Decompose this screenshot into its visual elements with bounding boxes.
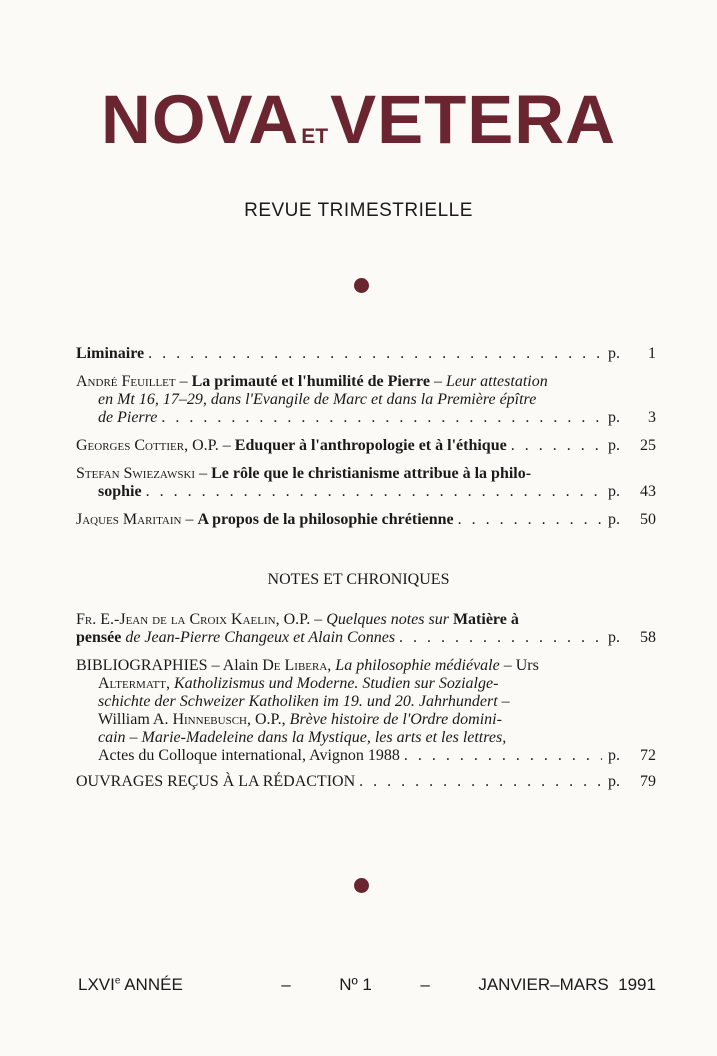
dot-leader	[404, 747, 602, 765]
toc-title: Le rôle que le christianisme attribue à la philo-	[211, 465, 532, 482]
subtitle: REVUE TRIMESTRIELLE	[244, 200, 473, 221]
toc-author: Jaques Maritain	[76, 511, 182, 528]
issue-date: JANVIER–MARS 1991	[478, 975, 656, 994]
toc-author: Georges Cottier, O.P.	[76, 437, 219, 454]
page-number: 1	[648, 345, 656, 362]
page-prefix: p.	[608, 345, 620, 362]
notes-contents	[76, 611, 656, 791]
page-number: 79	[640, 773, 656, 790]
dot-leader	[148, 345, 602, 363]
toc-entry-feuillet: André Feuillet – La primauté et l'humilité de Pierre – Leur attestation en Mt 16, 17–29, dans l'Evangile de Marc et dans la Première épître de Pierre . . . p. 3	[76, 373, 656, 427]
toc-entry-kaelin: Fr. E.-Jean de la Croix Kaelin, O.P. – Quelques notes sur Matière à pensée de Jean-Pierre Changeux et Alain Connes . . . p. 58	[76, 611, 656, 647]
bullet-ornament-bottom	[354, 878, 369, 893]
dot-leader	[511, 437, 602, 455]
page-number: 72	[640, 747, 656, 764]
toc-author: André Feuillet	[76, 373, 176, 390]
page-number: 3	[648, 409, 656, 426]
toc-entry-bibliographies: BIBLIOGRAPHIES – Alain De Libera, La philosophie médiévale – Urs Altermatt, Katholizismus und Moderne. Studien sur Sozialge- schichte der Schweizer Katholiken im 19. und 20. Jahrhundert – William A. Hinnebusch, O.P., Brève histoire de l'Ordre domini- cain – Marie-Madeleine dans la Mystique, les arts et les lettres, Actes du Colloque international, Avignon 1988 . . . p. 72	[76, 657, 656, 765]
toc-entry-maritain: Jaques Maritain – A propos de la philosophie chrétienne . . . p. 50	[76, 511, 656, 529]
dot-leader	[161, 409, 602, 427]
issue-number: Nº 1	[339, 975, 372, 994]
page-prefix: p.	[608, 483, 620, 500]
page-prefix: p.	[608, 747, 620, 764]
toc-title: Matière à	[452, 611, 519, 628]
toc-title: Eduquer à l'anthropologie et à l'éthique	[234, 437, 507, 454]
toc-entry-swiezawski: Stefan Swiezawski – Le rôle que le christianisme attribue à la philo- sophie . . . p. 43	[76, 465, 656, 501]
toc-title: La primauté et l'humilité de Pierre	[191, 373, 430, 390]
toc-author: Fr. E.-Jean de la Croix Kaelin, O.P.	[76, 611, 311, 628]
page-number: 43	[640, 483, 656, 500]
notes-heading: NOTES ET CHRONIQUES	[267, 571, 450, 588]
volume-year: LXVIe ANNÉE	[78, 975, 183, 994]
masthead-vetera: VETERA	[330, 81, 616, 158]
dot-leader	[146, 483, 602, 501]
toc-author: Stefan Swiezawski	[76, 465, 196, 482]
dot-leader	[458, 511, 602, 529]
toc-title: Liminaire	[76, 345, 145, 362]
bullet-ornament-top	[354, 278, 369, 293]
page-number: 25	[640, 437, 656, 454]
toc-entry-liminaire	[76, 345, 656, 363]
dot-leader	[399, 629, 602, 647]
page-prefix: p.	[608, 773, 620, 790]
separator: –	[420, 975, 430, 994]
issue-footer	[78, 975, 656, 995]
toc-title: BIBLIOGRAPHIES	[76, 657, 208, 674]
toc-entry-ouvrages	[76, 773, 656, 791]
toc-title: OUVRAGES REÇUS À LA RÉDACTION	[76, 773, 356, 790]
masthead-title	[0, 80, 717, 160]
toc-entry-cottier: Georges Cottier, O.P. – Eduquer à l'anthropologie et à l'éthique . . . p. 25	[76, 437, 656, 455]
page-prefix: p.	[608, 511, 620, 528]
toc-title: A propos de la philosophie chrétienne	[197, 511, 454, 528]
toc-subtitle: Leur attestation	[445, 373, 548, 390]
page-number: 50	[640, 511, 656, 528]
table-of-contents	[76, 345, 656, 529]
separator: –	[281, 975, 291, 994]
masthead-et: ET	[301, 125, 329, 148]
page-prefix: p.	[608, 629, 620, 646]
masthead-nova: NOVA	[101, 81, 300, 158]
page-prefix: p.	[608, 409, 620, 426]
page-prefix: p.	[608, 437, 620, 454]
dot-leader	[359, 773, 602, 791]
page-number: 58	[640, 629, 656, 646]
